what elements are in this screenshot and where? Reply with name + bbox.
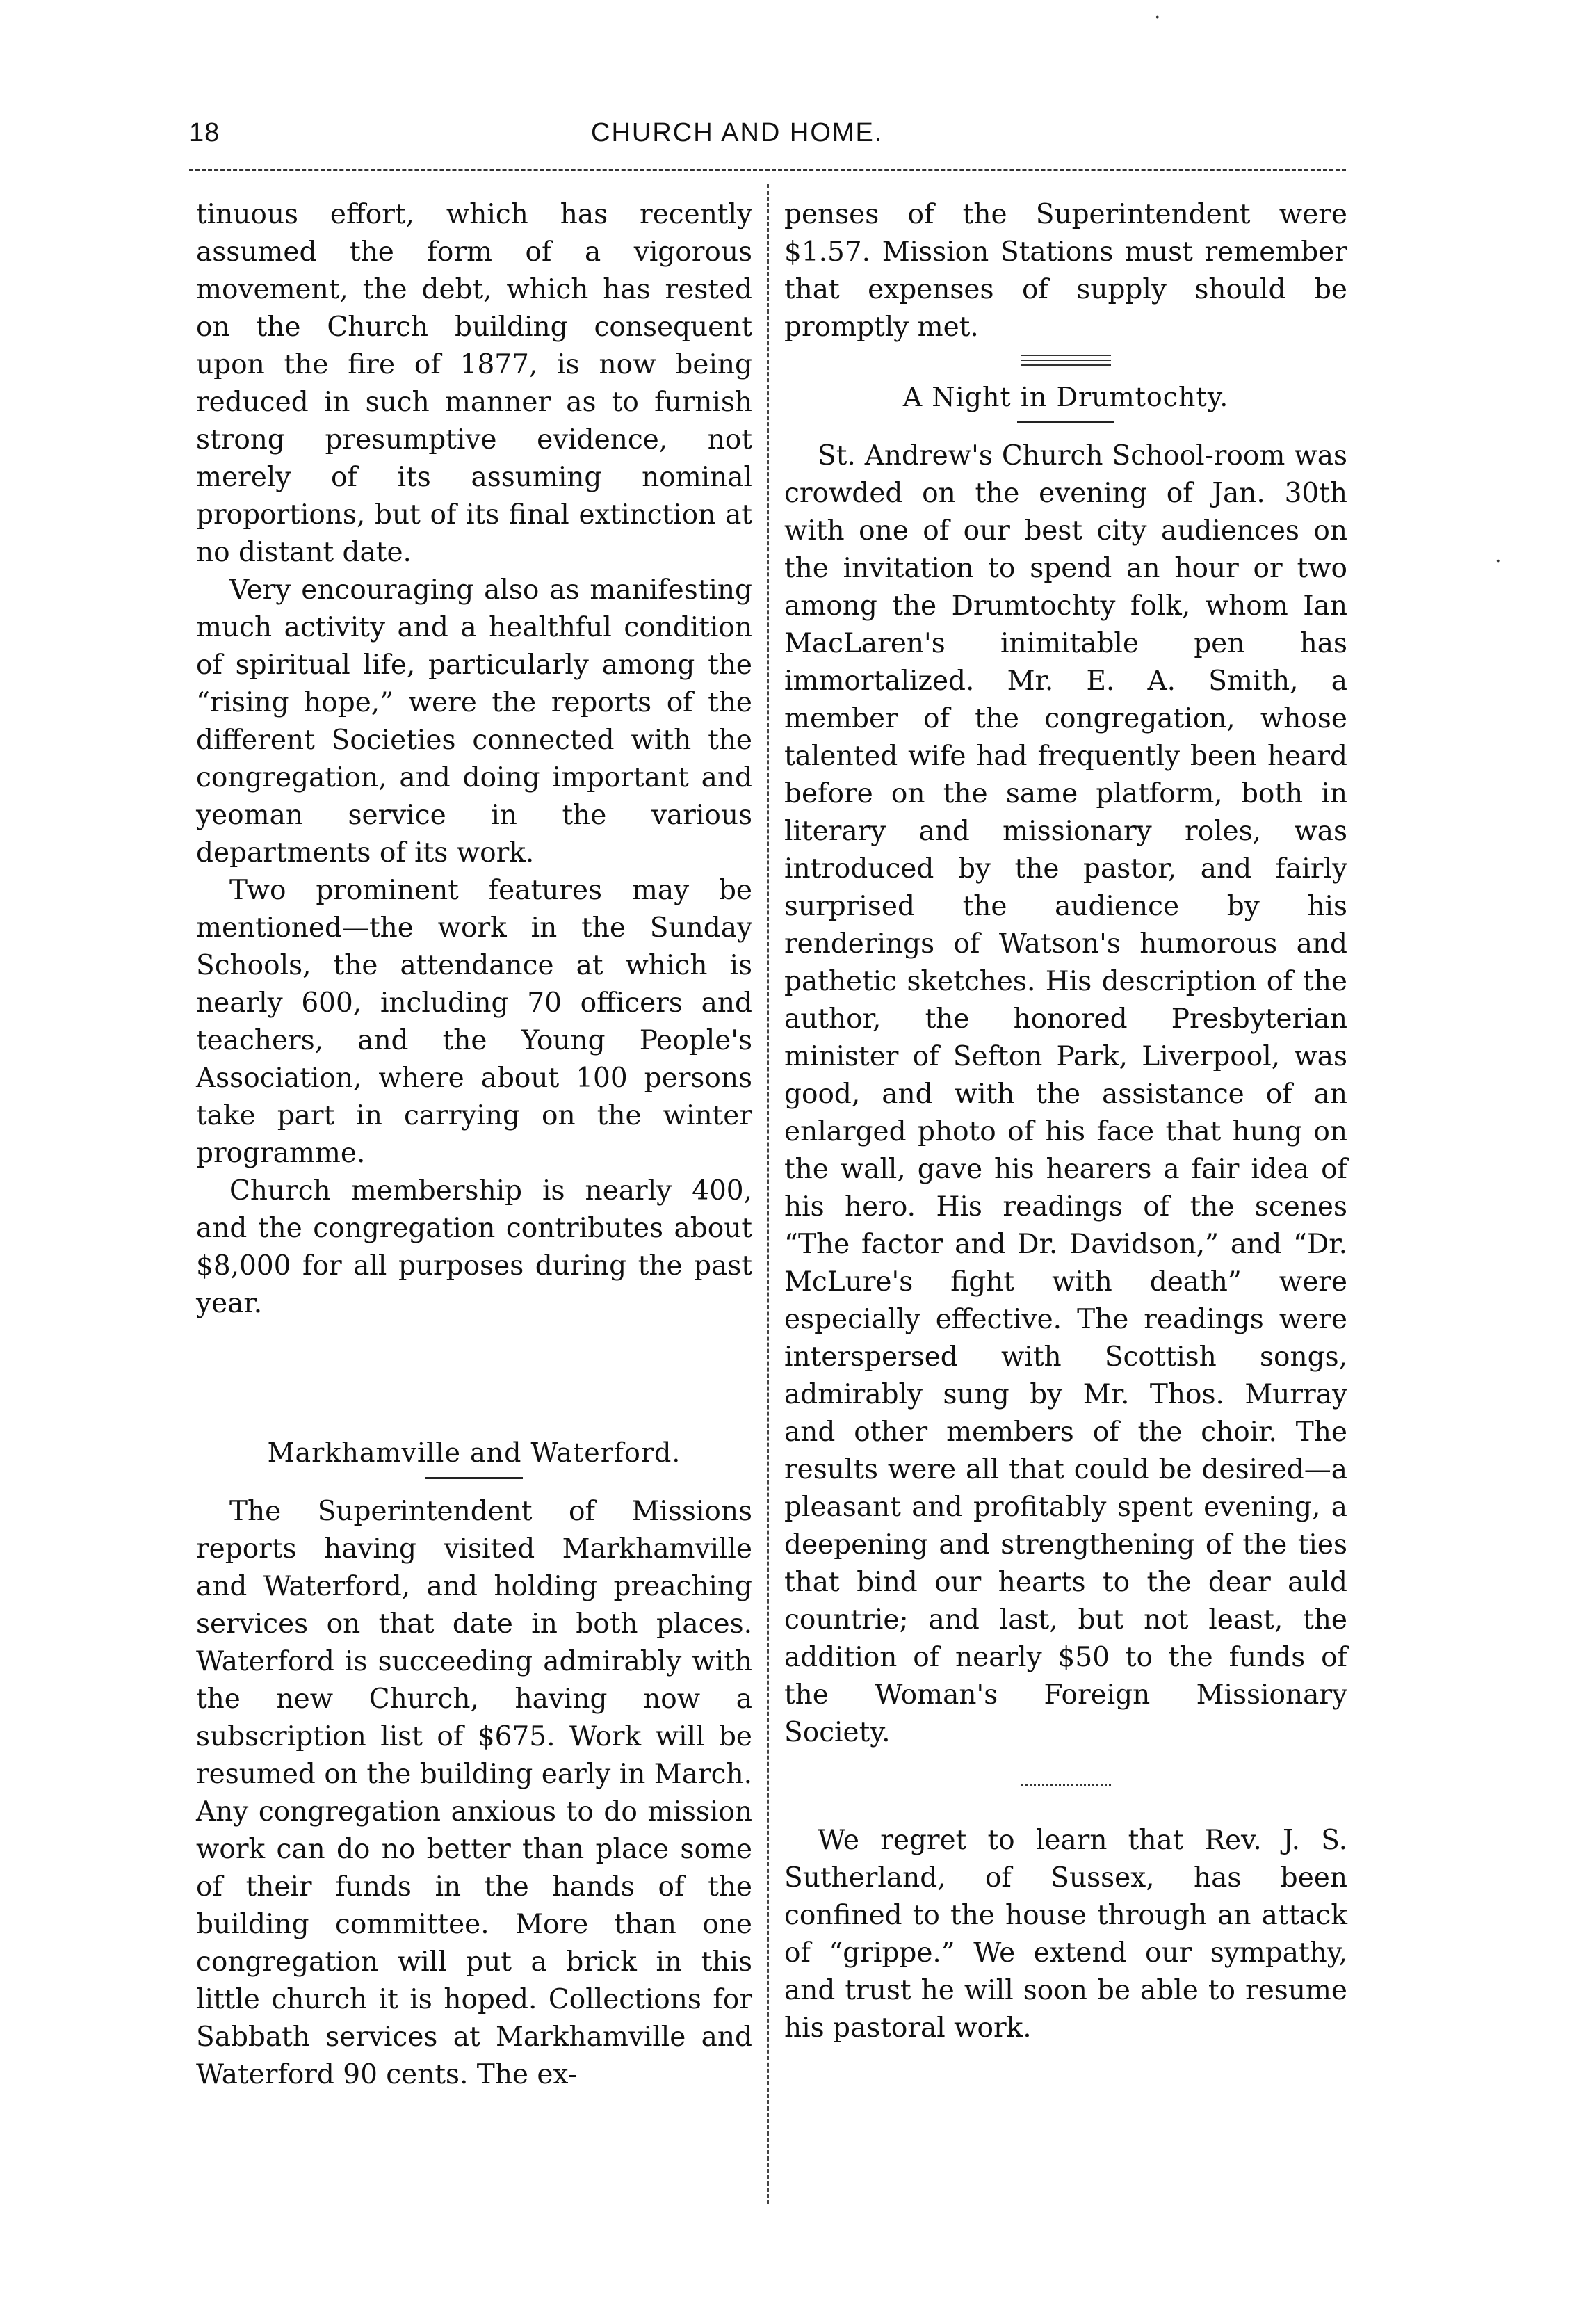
paragraph-membership: Church membership is nearly 400, and the congregation contributes about $8,000 for all purposes during the past year. [196, 1175, 752, 1319]
heading-rule [425, 1477, 523, 1479]
right-column [784, 196, 1347, 2047]
header-rule [189, 169, 1346, 171]
left-column [196, 196, 752, 2094]
column-divider [767, 184, 769, 2204]
section-ornament [1021, 355, 1111, 366]
paragraph-sutherland: We regret to learn that Rev. J. S. Sutherland, of Sussex, has been confined to the house through an attack of “grippe.” We extend our sympathy, and trust he will soon be able to resume his pastoral work. [784, 1825, 1347, 2044]
heading-rule [1017, 421, 1114, 423]
separator-rule [1021, 1784, 1111, 1786]
paragraph-societies: Very encouraging also as manifesting much activity and a healthful condition of spiritual life, particularly among the “rising hope,” were the reports of the different Societies connected with the congregation, and doing important and yeoman service in the various departments of its work. [196, 574, 752, 869]
scan-speck: · [1154, 6, 1161, 30]
section-heading-drumtochty: A Night in Drumtochty. [902, 382, 1229, 412]
paragraph-drumtochty: St. Andrew's Church School-room was crowded on the evening of Jan. 30th with one of our best city audiences on the invitation to spend an hour or two among the Drumtochty folk, whom Ian MacLaren's inimitable pen has immortalized. Mr. E. A. Smith, a member of the congregation, whose talented wife had frequently been heard before on the same platform, both in literary and missionary roles, was introduced by the pastor, and fairly surprised the audience by his renderings of Watson's humorous and pathetic sketches. His description of the author, the honored Presbyterian minister of Sefton Park, Liverpool, was good, and with the assistance of an enlarged photo of his face that hung on the wall, gave his hearers a fair idea of his hero. His readings of the scenes “The factor and Dr. Davidson,” and “Dr. McLure's fight with death” were especially effective. The readings were interspersed with Scottish songs, admirably sung by Mr. Thos. Murray and other members of the choir. The results were all that could be desired—a pleasant and profitably spent evening, a deepening and strengthening of the ties that bind our hearts to the dear auld countrie; and last, but not least, the addition of nearly $50 to the funds of the Woman's Foreign Missionary Society. [784, 440, 1347, 1748]
section-gap [196, 1323, 752, 1399]
section-heading-markhamville: Markhamville and Waterford. [267, 1437, 681, 1468]
page-number: 18 [189, 118, 220, 147]
running-title: CHURCH AND HOME. [591, 118, 884, 147]
paragraph-missions: The Superintendent of Missions reports having visited Markhamville and Waterford, and holding preaching services on that date in both places. Waterford is succeeding admirably with the new Church, having now a subscription list of $675. Work will be resumed on the building early in March. Any congregation anxious to do mission work can do no better than place some of their funds in the hands of the building committee. More than one congregation will put a brick in this little church it is hoped. Collections for Sabbath services at Markhamville and Waterford 90 cents. The ex- [196, 1496, 752, 2090]
paragraph-expenses: penses of the Superintendent were $1.57. Mission Stations must remember that expenses of supply should be promptly met. [784, 199, 1347, 343]
scan-speck: · [1495, 549, 1502, 574]
paragraph-features: Two prominent features may be mentioned—the work in the Sunday Schools, the attendance at which is nearly 600, including 70 officers and teachers, and the Young People's Association, where about 100 persons take part in carrying on the winter programme. [196, 875, 752, 1169]
paragraph-continued: tinuous effort, which has recently assumed the form of a vigorous movement, the debt, which has rested on the Church building consequent upon the fire of 1877, is now being reduced in such manner as to furnish strong presumptive evidence, not merely of its assuming nominal proportions, but of its final extinction at no distant date. [196, 199, 752, 568]
